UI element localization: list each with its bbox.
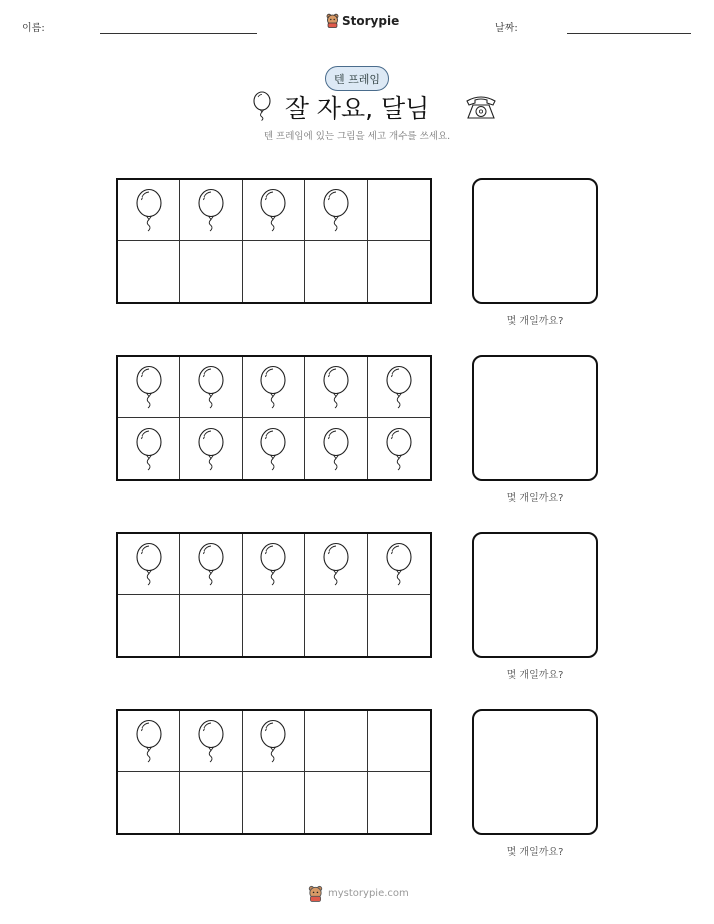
balloon-icon xyxy=(320,427,352,471)
question-4: 몇 개일까요? xyxy=(506,847,564,858)
ten-frame-cell xyxy=(305,595,367,656)
ten-frame-cell xyxy=(118,241,180,302)
balloon-icon xyxy=(195,365,227,409)
ten-frame-cell xyxy=(305,357,367,418)
ten-frame-1 xyxy=(116,178,432,304)
balloon-icon xyxy=(257,719,289,763)
ten-frame-cell xyxy=(180,711,242,772)
ten-frame-cell xyxy=(118,357,180,418)
balloon-icon xyxy=(195,188,227,232)
ten-frame-cell xyxy=(243,772,305,833)
ten-frame-cell xyxy=(243,595,305,656)
ten-frame-cell xyxy=(368,241,430,302)
page-title: 잘 자요, 달님 xyxy=(284,94,430,123)
ten-frame-cell xyxy=(118,180,180,241)
ten-frame-cell xyxy=(180,180,242,241)
bear-mascot-icon xyxy=(308,885,323,902)
question-1: 몇 개일까요? xyxy=(506,316,564,327)
footer-url: mystorypie.com xyxy=(328,888,409,899)
answer-box-4[interactable] xyxy=(472,709,598,835)
ten-frame-cell xyxy=(180,418,242,479)
ten-frame-cell xyxy=(305,711,367,772)
balloon-icon xyxy=(133,365,165,409)
balloon-icon xyxy=(257,427,289,471)
balloon-icon xyxy=(133,719,165,763)
balloon-icon xyxy=(257,542,289,586)
ten-frame-cell xyxy=(118,595,180,656)
ten-frame-cell xyxy=(368,534,430,595)
ten-frame-cell xyxy=(118,418,180,479)
name-line[interactable] xyxy=(100,33,257,34)
ten-frame-2 xyxy=(116,355,432,481)
date-label: 날짜: xyxy=(495,23,518,34)
telephone-icon xyxy=(464,94,498,120)
balloon-icon xyxy=(320,365,352,409)
ten-frame-cell xyxy=(243,711,305,772)
storypie-logo xyxy=(326,13,399,28)
ten-frame-cell xyxy=(243,180,305,241)
ten-frame-cell xyxy=(243,241,305,302)
balloon-icon xyxy=(383,427,415,471)
name-label: 이름: xyxy=(22,23,45,34)
ten-frame-cell xyxy=(368,418,430,479)
ten-frame-cell xyxy=(368,180,430,241)
balloon-icon xyxy=(383,365,415,409)
bear-mascot-icon xyxy=(326,13,339,28)
balloon-icon xyxy=(257,365,289,409)
ten-frame-cell xyxy=(305,180,367,241)
balloon-icon xyxy=(133,542,165,586)
question-2: 몇 개일까요? xyxy=(506,493,564,504)
ten-frame-cell xyxy=(305,241,367,302)
ten-frame-cell xyxy=(305,418,367,479)
ten-frame-cell xyxy=(243,534,305,595)
ten-frame-cell xyxy=(305,534,367,595)
balloon-icon xyxy=(320,542,352,586)
balloon-icon xyxy=(133,188,165,232)
ten-frame-cell xyxy=(118,711,180,772)
balloon-icon xyxy=(133,427,165,471)
ten-frame-4 xyxy=(116,709,432,835)
ten-frame-cell xyxy=(368,772,430,833)
ten-frame-cell xyxy=(305,772,367,833)
ten-frame-cell xyxy=(243,357,305,418)
balloon-icon xyxy=(257,188,289,232)
ten-frame-cell xyxy=(368,595,430,656)
ten-frame-3 xyxy=(116,532,432,658)
ten-frame-cell xyxy=(180,534,242,595)
balloon-icon xyxy=(383,542,415,586)
ten-frame-cell xyxy=(243,418,305,479)
instructions: 텐 프레임에 있는 그림을 세고 개수를 쓰세요. xyxy=(263,131,451,142)
balloon-icon xyxy=(320,188,352,232)
ten-frame-cell xyxy=(118,534,180,595)
question-3: 몇 개일까요? xyxy=(506,670,564,681)
ten-frame-cell xyxy=(180,772,242,833)
balloon-icon xyxy=(195,427,227,471)
answer-box-1[interactable] xyxy=(472,178,598,304)
logo-text: Storypie xyxy=(342,13,400,28)
answer-box-2[interactable] xyxy=(472,355,598,481)
balloon-icon xyxy=(195,542,227,586)
ten-frame-cell xyxy=(180,241,242,302)
balloon-icon xyxy=(195,719,227,763)
ten-frame-cell xyxy=(180,595,242,656)
answer-box-3[interactable] xyxy=(472,532,598,658)
ten-frame-cell xyxy=(118,772,180,833)
ten-frame-cell xyxy=(368,711,430,772)
date-line[interactable] xyxy=(567,33,691,34)
ten-frame-cell xyxy=(180,357,242,418)
topic-badge: 텐 프레임 xyxy=(325,66,389,91)
footer xyxy=(308,885,409,902)
ten-frame-cell xyxy=(368,357,430,418)
